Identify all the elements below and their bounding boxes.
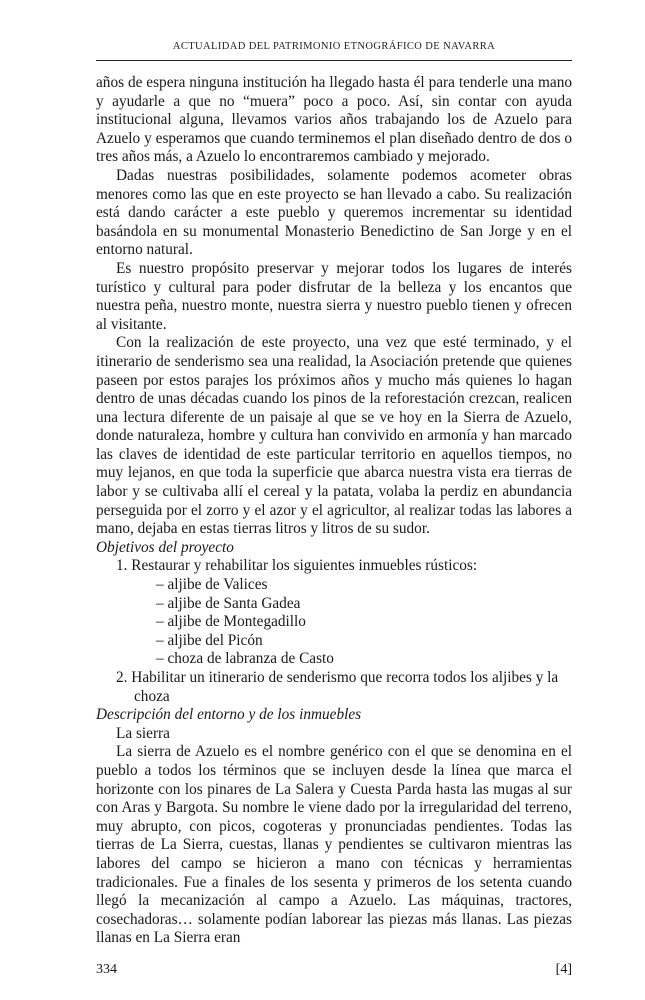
list-item xyxy=(96,557,572,669)
page-body xyxy=(96,74,572,948)
list-item: 2. Habilitar un itinerario de senderismo que recorra todos los aljibes y la choza xyxy=(116,669,559,705)
buildings-sublist xyxy=(134,576,572,669)
objectives-list xyxy=(96,557,572,706)
body-paragraph: años de espera ninguna institución ha llegado hasta él para tenderle una mano y ayudarle a que no “muera” poco a poco. Así, sin contar con ayuda institucional alguna, llevamos varios años trabajando los de Azuelo para Azuelo y esperamos que cuando terminemos el plan diseñado dentro de dos o tres años más, a Azuelo lo encontraremos cambiado y mejorado. xyxy=(96,74,572,166)
list-item: – aljibe de Santa Gadea xyxy=(156,594,301,612)
list-item: – aljibe del Picón xyxy=(156,631,263,649)
header-rule xyxy=(96,60,572,61)
body-paragraph: Dadas nuestras posibilidades, solamente podemos acometer obras menores como las que en este proyecto se han llevado a cabo. Su realización está dando carácter a este pueblo y queremos incrementar su identidad basándola en su monumental Monasterio Benedictino de San Jorge y en el entorno natural. xyxy=(96,166,572,259)
section-heading-objectives: Objetivos del proyecto xyxy=(96,538,234,556)
list-item: – choza de labranza de Casto xyxy=(156,650,334,668)
list-item-label: 1. Restaurar y rehabilitar los siguientes inmuebles rústicos: xyxy=(116,557,478,575)
body-paragraph: Con la realización de este proyecto, una vez que esté terminado, y el itinerario de senderismo sea una realidad, la Asociación pretende que quienes paseen por estos parajes los próximos años y mucho más quienes lo hagan dentro de unas décadas cuando los pinos de la reforestación crezcan, realicen una lectura diferente de un paisaje al que se ve hoy en la Sierra de Azuelo, donde naturaleza, hombre y cultura han convivido en armonía y han marcado las claves de identidad de este particular territorio en aquellos tiempos, no muy lejanos, en que toda la superficie que abarca nuestra vista era tierras de labor y se cultivaba allí el cereal y la patata, volaba la perdiz en abundancia perseguida por el zorro y el azor y el agricultor, al realizar todas las labores a mano, dejaba en estas tierras litros y litros de su sudor. xyxy=(96,334,572,538)
subsection-heading-sierra: La sierra xyxy=(116,724,170,742)
list-item: – aljibe de Valices xyxy=(156,576,268,594)
folio-marker: [4] xyxy=(555,962,572,977)
body-paragraph: Es nuestro propósito preservar y mejorar todos los lugares de interés turístico y cultural para poder disfrutar de la belleza y los encantos que nuestra peña, nuestro monte, nuestra sierra y nuestro pueblo tienen y ofrecen al visitante. xyxy=(96,259,572,333)
section-heading-description: Descripción del entorno y de los inmuebles xyxy=(96,706,362,724)
running-head: ACTUALIDAD DEL PATRIMONIO ETNOGRÁFICO DE NAVARRA xyxy=(172,41,496,52)
list-item: – aljibe de Montegadillo xyxy=(156,613,306,631)
body-paragraph: La sierra de Azuelo es el nombre genérico con el que se denomina en el pueblo a todos los términos que se incluyen desde la línea que marca el horizonte con los pinares de La Salera y Cuesta Parda hasta las mugas al sur con Aras y Bargota. Su nombre le viene dado por la irregularidad del terreno, muy abrupto, con picos, cogoteras y pronunciadas pendientes. Todas las tierras de La Sierra, cuestas, llanas y pendientes se cultivaron mientras las labores del campo se hicieron a mano con técnicas y herramientas tradicionales. Fue a finales de los sesenta y primeros de los setenta cuando llegó la mecanización al campo a Azuelo. Las máquinas, tractores, cosechadoras… solamente podían laborear las piezas más llanas. Las piezas llanas en La Sierra eran xyxy=(96,743,572,947)
page-number: 334 xyxy=(96,962,117,977)
